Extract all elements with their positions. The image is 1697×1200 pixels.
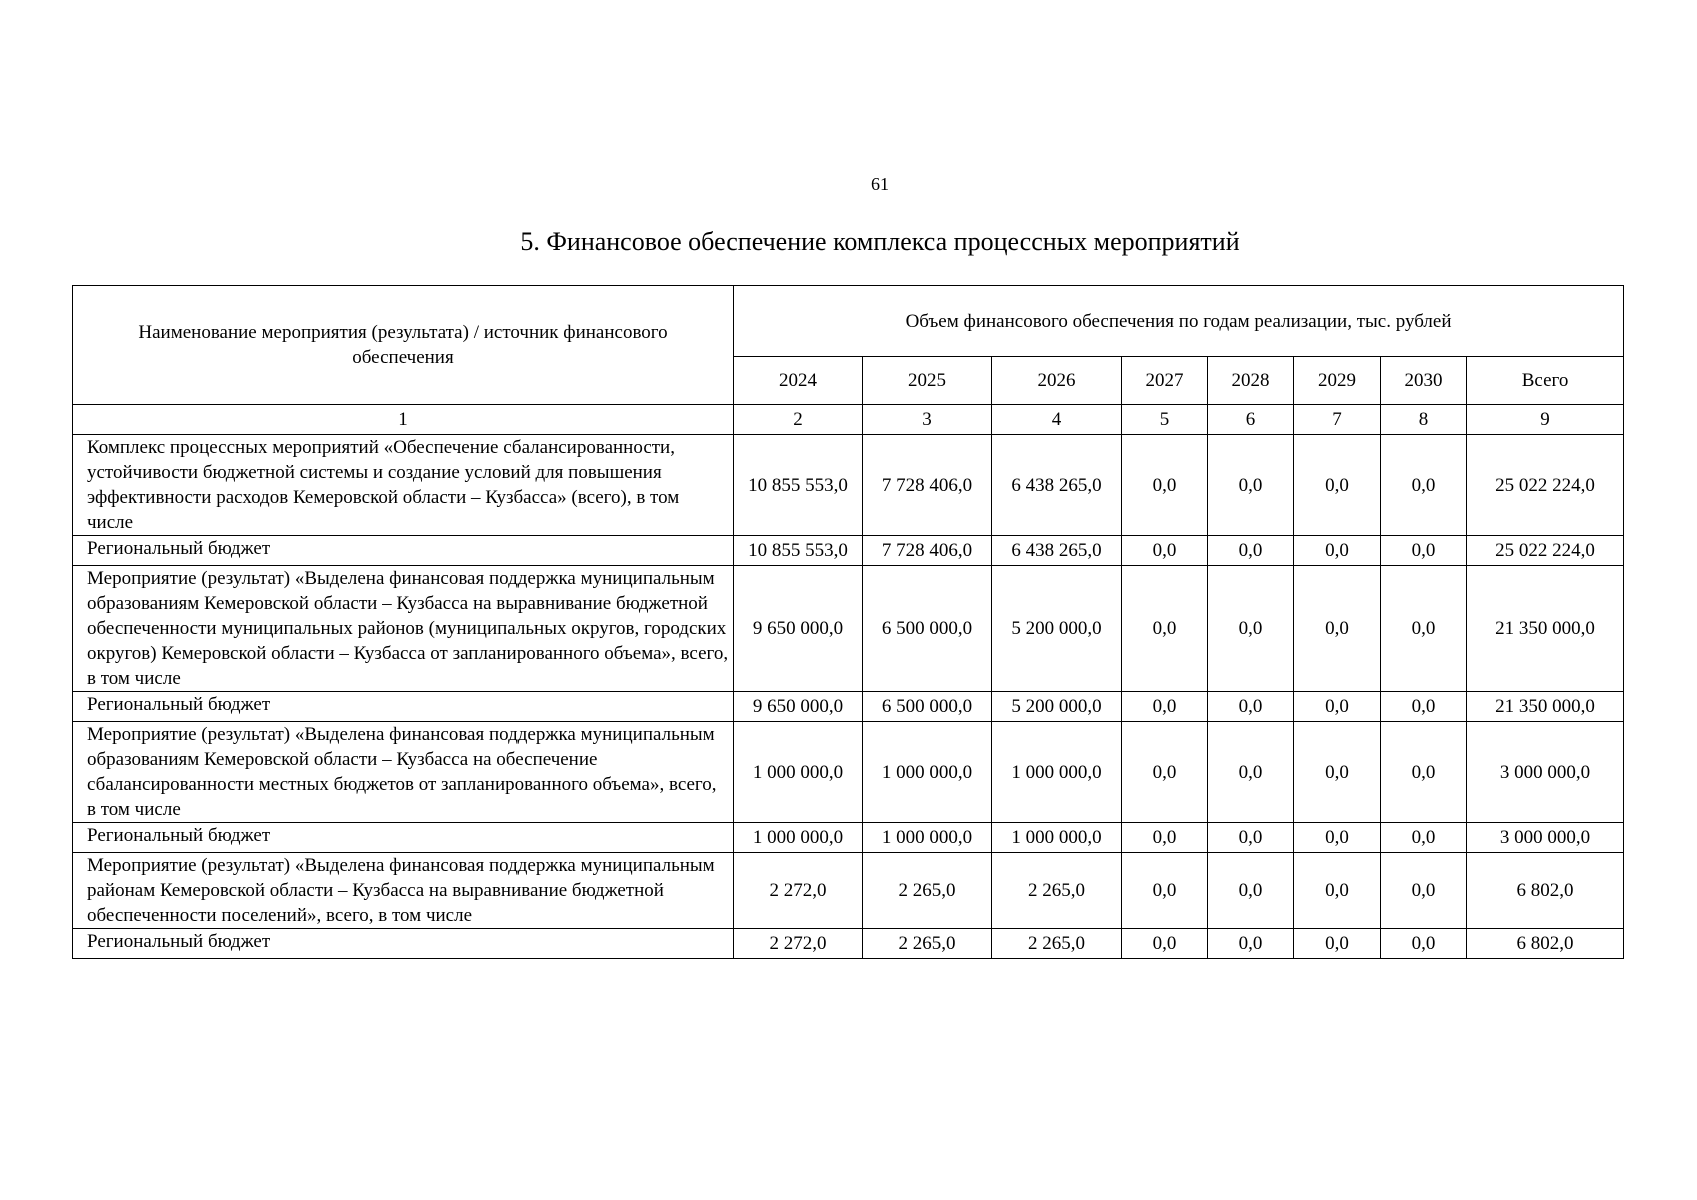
year-header-2028: 2028 xyxy=(1208,357,1294,405)
name-column-header: Наименование мероприятия (результата) / источник финансового обеспечения xyxy=(73,286,734,405)
column-number: 2 xyxy=(734,405,863,435)
value-cell: 0,0 xyxy=(1208,566,1294,692)
value-cell: 0,0 xyxy=(1122,536,1208,566)
value-cell: 0,0 xyxy=(1381,853,1467,929)
value-cell: 0,0 xyxy=(1122,929,1208,959)
value-cell: 0,0 xyxy=(1381,435,1467,536)
page-number: 61 xyxy=(871,174,889,194)
table-row xyxy=(73,929,1624,959)
column-number: 7 xyxy=(1294,405,1381,435)
page-title: 5. Финансовое обеспечение комплекса процессных мероприятий xyxy=(520,227,1240,256)
table-row xyxy=(73,536,1624,566)
volume-header: Объем финансового обеспечения по годам реализации, тыс. рублей xyxy=(734,286,1624,357)
value-cell: 10 855 553,0 xyxy=(734,536,863,566)
value-cell: 0,0 xyxy=(1381,722,1467,823)
value-cell: 0,0 xyxy=(1294,853,1381,929)
column-number: 8 xyxy=(1381,405,1467,435)
column-number: 5 xyxy=(1122,405,1208,435)
value-cell: 0,0 xyxy=(1208,435,1294,536)
row-name: Региональный бюджет xyxy=(73,929,734,959)
value-cell: 2 272,0 xyxy=(734,853,863,929)
table-row xyxy=(73,823,1624,853)
value-cell: 9 650 000,0 xyxy=(734,566,863,692)
row-name: Региональный бюджет xyxy=(73,823,734,853)
value-cell: 6 500 000,0 xyxy=(863,692,992,722)
column-number-row xyxy=(73,405,1624,435)
value-cell: 0,0 xyxy=(1122,823,1208,853)
value-cell: 2 265,0 xyxy=(992,929,1122,959)
value-cell: 0,0 xyxy=(1208,536,1294,566)
value-cell: 0,0 xyxy=(1381,929,1467,959)
value-cell: 6 438 265,0 xyxy=(992,536,1122,566)
value-cell: 0,0 xyxy=(1294,566,1381,692)
value-cell: 0,0 xyxy=(1122,853,1208,929)
value-cell: 6 500 000,0 xyxy=(863,566,992,692)
column-number: 6 xyxy=(1208,405,1294,435)
table-row xyxy=(73,566,1624,692)
column-number: 9 xyxy=(1467,405,1624,435)
row-name: Мероприятие (результат) «Выделена финансовая поддержка муниципальным образованиям Кемеровской области – Кузбасса на обеспечение сбалансированности местных бюджетов от запланированного объема», всего, в том числе xyxy=(73,722,734,823)
value-cell: 0,0 xyxy=(1122,435,1208,536)
value-cell: 21 350 000,0 xyxy=(1467,566,1624,692)
year-header-2027: 2027 xyxy=(1122,357,1208,405)
value-cell: 0,0 xyxy=(1122,722,1208,823)
value-cell: 25 022 224,0 xyxy=(1467,435,1624,536)
year-header-2030: 2030 xyxy=(1381,357,1467,405)
value-cell: 9 650 000,0 xyxy=(734,692,863,722)
value-cell: 6 802,0 xyxy=(1467,853,1624,929)
year-header-2026: 2026 xyxy=(992,357,1122,405)
column-number: 3 xyxy=(863,405,992,435)
table-row xyxy=(73,853,1624,929)
value-cell: 0,0 xyxy=(1122,692,1208,722)
value-cell: 6 802,0 xyxy=(1467,929,1624,959)
row-name: Региональный бюджет xyxy=(73,536,734,566)
value-cell: 0,0 xyxy=(1381,692,1467,722)
value-cell: 1 000 000,0 xyxy=(992,722,1122,823)
value-cell: 1 000 000,0 xyxy=(734,823,863,853)
value-cell: 0,0 xyxy=(1294,692,1381,722)
header-row-top xyxy=(73,286,1624,357)
value-cell: 5 200 000,0 xyxy=(992,566,1122,692)
value-cell: 0,0 xyxy=(1294,722,1381,823)
finance-table xyxy=(72,285,1624,959)
row-name: Мероприятие (результат) «Выделена финансовая поддержка муниципальным районам Кемеровской области – Кузбасса на выравнивание бюджетной обеспеченности поселений», всего, в том числе xyxy=(73,853,734,929)
value-cell: 0,0 xyxy=(1208,853,1294,929)
row-name: Комплекс процессных мероприятий «Обеспечение сбалансированности, устойчивости бюджетной системы и создание условий для повышения эффективности расходов Кемеровской области – Кузбасса» (всего), в том числе xyxy=(73,435,734,536)
value-cell: 25 022 224,0 xyxy=(1467,536,1624,566)
value-cell: 0,0 xyxy=(1381,536,1467,566)
value-cell: 0,0 xyxy=(1381,566,1467,692)
value-cell: 1 000 000,0 xyxy=(863,722,992,823)
year-header-2024: 2024 xyxy=(734,357,863,405)
column-number: 4 xyxy=(992,405,1122,435)
row-name: Мероприятие (результат) «Выделена финансовая поддержка муниципальным образованиям Кемеровской области – Кузбасса на выравнивание бюджетной обеспеченности муниципальных районов (муниципальных округов, городских округов) Кемеровской области – Кузбасса от запланированного объема», всего, в том числе xyxy=(73,566,734,692)
value-cell: 0,0 xyxy=(1381,823,1467,853)
year-header-2029: 2029 xyxy=(1294,357,1381,405)
value-cell: 0,0 xyxy=(1294,823,1381,853)
value-cell: 2 272,0 xyxy=(734,929,863,959)
value-cell: 21 350 000,0 xyxy=(1467,692,1624,722)
value-cell: 1 000 000,0 xyxy=(992,823,1122,853)
value-cell: 7 728 406,0 xyxy=(863,435,992,536)
value-cell: 2 265,0 xyxy=(992,853,1122,929)
table-row xyxy=(73,692,1624,722)
value-cell: 10 855 553,0 xyxy=(734,435,863,536)
value-cell: 6 438 265,0 xyxy=(992,435,1122,536)
value-cell: 2 265,0 xyxy=(863,929,992,959)
row-name: Региональный бюджет xyxy=(73,692,734,722)
total-header: Всего xyxy=(1467,357,1624,405)
value-cell: 0,0 xyxy=(1294,536,1381,566)
value-cell: 2 265,0 xyxy=(863,853,992,929)
value-cell: 1 000 000,0 xyxy=(863,823,992,853)
value-cell: 3 000 000,0 xyxy=(1467,722,1624,823)
value-cell: 7 728 406,0 xyxy=(863,536,992,566)
value-cell: 0,0 xyxy=(1208,692,1294,722)
value-cell: 3 000 000,0 xyxy=(1467,823,1624,853)
table-row xyxy=(73,435,1624,536)
value-cell: 0,0 xyxy=(1122,566,1208,692)
value-cell: 0,0 xyxy=(1294,929,1381,959)
value-cell: 0,0 xyxy=(1208,823,1294,853)
year-header-2025: 2025 xyxy=(863,357,992,405)
value-cell: 5 200 000,0 xyxy=(992,692,1122,722)
value-cell: 0,0 xyxy=(1208,929,1294,959)
value-cell: 1 000 000,0 xyxy=(734,722,863,823)
table-row xyxy=(73,722,1624,823)
value-cell: 0,0 xyxy=(1294,435,1381,536)
column-number: 1 xyxy=(73,405,734,435)
value-cell: 0,0 xyxy=(1208,722,1294,823)
